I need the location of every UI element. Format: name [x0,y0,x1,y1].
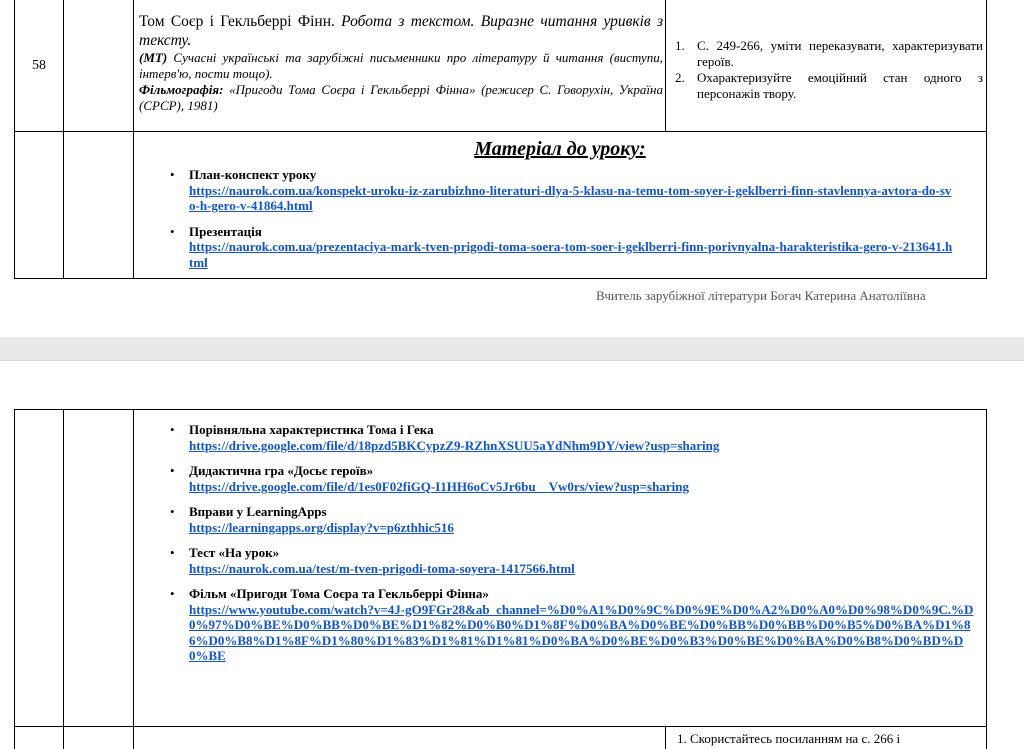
material-title: Матеріал до уроку: [474,138,646,160]
page-footer: Вчитель зарубіжної літератури Богач Катерина Анатоліївна [596,288,926,303]
material-item: • План-конспект уроку https://naurok.com.ua/konspekt-uroku-iz-zarubizhno-literaturi-dlya-5-klasu-na-temu-tom-soyer-i-geklberri-finn-stavlennya-avtora-do-svo-h-gero-v-41864.html [164,167,954,214]
material-link[interactable]: https://drive.google.com/file/d/18pzd5BKCypzZ9-RZhnXSUU5aYdNhm9DY/view?usp=sharing [189,437,720,453]
material-link[interactable]: https://learningapps.org/display?v=p6zthhic516 [189,519,454,535]
lesson-number: 58 [32,57,46,73]
lesson-table-page-2 [14,409,987,749]
lesson-table-page-1 [14,0,987,279]
lesson-topic: Том Соєр і Гекльберрі Фінн. Робота з текстом. Виразне читання уривків з тексту. (МТ) Сучасні українські та зарубіжні письменники про літературу й читання (виступи, інтерв'ю, пости тощо). Фільмографія: «Пригоди Тома Соєра і Гекльберрі Фінна» (режисер С. Говорухін, Україна (СРСР), 1981) [139,13,663,113]
homework-list [675,38,983,102]
material-item: • Фільм «Пригоди Тома Соєра та Гекльберрі Фінна» https://www.youtube.com/watch?v=4J-gO9FGr28&ab_channel=%D0%A1%D0%9C%D0%9E%D0%A2%D0%A0%D0%98%D0%9C.%D0%97%D0%BE%D0%BB%D0%BE%D1%82%D0%B0%D1%8F%D0%BA%D0%BE%D0%BB%D0%BB%D0%B5%D0%BA%D1%86%D0%B8%D1%8F%D1%80%D1%83%D1%81%D1%81%D0%BA%D0%BE%D0%B3%D0%BE%D0%BA%D0%B8%D0%BD%D0%BE [170,586,974,663]
material-item: • Вправи у LearningApps https://learningapps.org/display?v=p6zthhic516 [164,504,964,535]
homework-item: 2. Охарактеризуйте емоційний стан одного з персонажів твору. [675,70,983,101]
material-item: • Порівняльна характеристика Тома і Гека https://drive.google.com/file/d/18pzd5BKCypzZ9-RZhnXSUU5aYdNhm9DY/view?usp=sharing [164,422,964,453]
material-item: • Дидактична гра «Досьє героїв» https://drive.google.com/file/d/1es0F02fiGQ-I1HH6oCv5Jr6bu__Vw0rs/view?usp=sharing [164,463,964,494]
material-section [134,132,986,278]
material-link[interactable]: https://naurok.com.ua/prezentaciya-mark-tven-prigodi-toma-soera-tom-soer-i-geklberri-finn-porivnyalna-harakteristika-gero-v-213641.html [189,239,953,270]
material-link[interactable]: https://drive.google.com/file/d/1es0F02fiGQ-I1HH6oCv5Jr6bu__Vw0rs/view?usp=sharing [189,478,689,494]
material-link[interactable]: https://www.youtube.com/watch?v=4J-gO9FGr28&ab_channel=%D0%A1%D0%9C%D0%9E%D0%A2%D0%A0%D0%98%D0%9C.%D0%97%D0%BE%D0%BB%D0%BE%D1%82%D0%B0%D1%8F%D0%BA%D0%BE%D0%BB%D0%BB%D0%B5%D0%BA%D1%86%D0%B8%D1%8F%D1%80%D1%83%D1%81%D1%81%D0%BA%D0%BE%D0%B3%D0%BE%D0%BA%D0%B8%D0%BD%D0%BE [189,601,974,663]
material-continued [164,422,974,674]
material-link[interactable]: https://naurok.com.ua/test/m-tven-prigodi-toma-soyera-1417566.html [189,560,575,576]
material-link[interactable]: https://naurok.com.ua/konspekt-uroku-iz-zarubizhno-literaturi-dlya-5-klasu-na-temu-tom-soyer-i-geklberri-finn-stavlennya-avtora-do-svo-h-gero-v-41864.html [189,182,952,213]
document-page-1 [0,0,1024,337]
homework-item: 1. С. 249-266, уміти переказувати, характеризувати героїв. [675,38,983,69]
material-item: • Тест «На урок» https://naurok.com.ua/test/m-tven-prigodi-toma-soyera-1417566.html [164,545,964,576]
material-item: • Презентація https://naurok.com.ua/prezentaciya-mark-tven-prigodi-toma-soera-tom-soer-i-geklberri-finn-porivnyalna-harakteristika-gero-v-213641.html [170,223,953,270]
document-page-2 [0,360,1024,749]
next-row-homework: 1. Скористайтесь посиланням на с. 266 і [677,731,901,746]
